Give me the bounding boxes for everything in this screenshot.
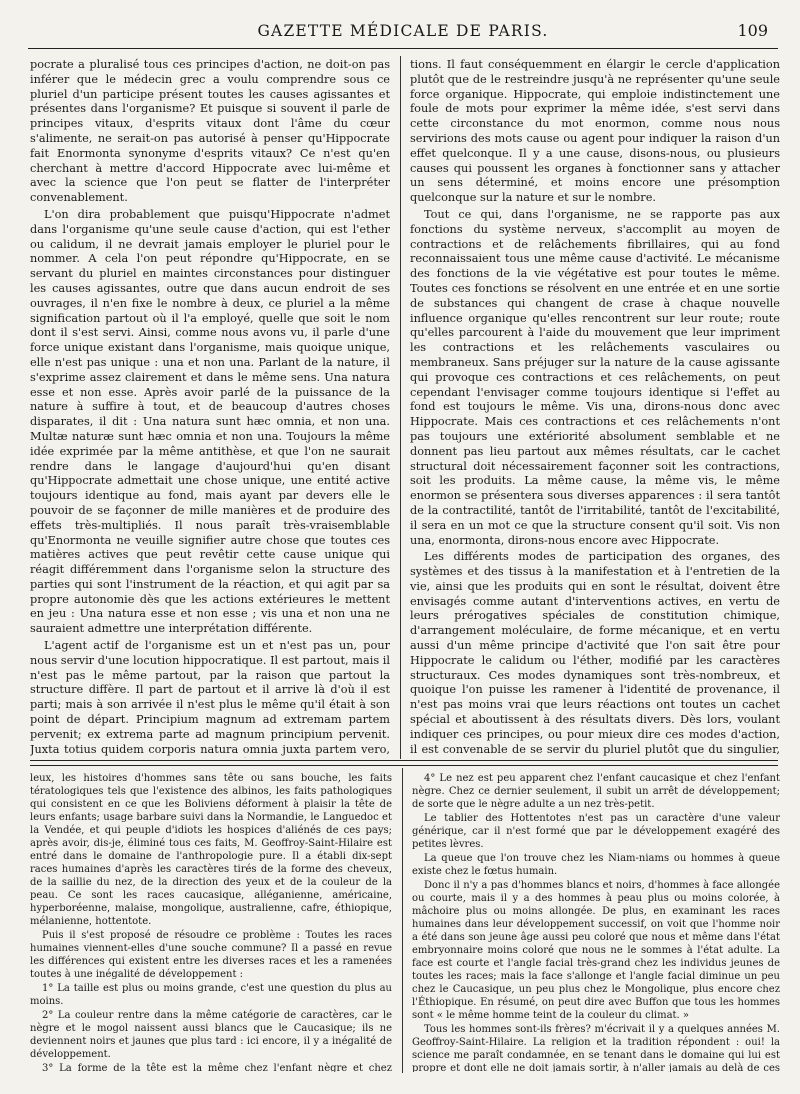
footnote-list-item: 3° La forme de la tête est la même chez l'enfant nègre et chez — [42, 1063, 392, 1072]
main-left-column — [30, 58, 390, 758]
footnote-paragraph: Le tablier des Hottentotes n'est pas un caractère d'une valeur générique, car il n'est formé que par le développement exagéré des petites lèvres. — [412, 813, 780, 850]
footnote-paragraph: Tous les hommes sont-ils frères? m'écrivait il y a quelques années M. Geoffroy-Saint-Hilaire. La religion et la tradition répondent : oui! la science me paraît condamnée, en se tenant dans le domaine qui lui est propre et dont elle ne doit jamais sortir, à n'aller jamais au delà de ces — [412, 1024, 780, 1072]
footnote-divider — [30, 760, 778, 761]
paragraph: Les différents modes de participation des organes, des systèmes et des tissus à la manifestation et à l'entretien de la vie, ainsi que les produits qui en sont le résultat, doivent être envisagés comme autant d'interventions actives, en vertu de leurs prérogatives spéciales de constitution chimique, d'arrangement moléculaire, de forme mécanique, et en vertu aussi d'un même principe d'activité que l'on sait être pour Hippocrate le calidum ou l'éther, modifié par les caractères structuraux. Ces modes dynamiques sont très-nombreux, et quoique l'on puisse les ramener à l'identité de provenance, il n'est pas moins vrai que leurs réactions ont toutes un cachet spécial et aboutissent à des résultats divers. Dès lors, voulant indiquer ces principes, ou pour mieux dire ces modes d'action, il est convenable de se servir du pluriel plutôt que du singulier, — [410, 550, 780, 756]
footnote-paragraph: Donc il n'y a pas d'hommes blancs et noirs, d'hommes à face allongée ou courte, mais il y a des hommes à peau plus ou moins colorée, à mâchoire plus ou moins allongée. De plus, en examinant les races humaines dans leur développement successif, on voit que l'homme noir a été dans son jeune âge aussi peu coloré que nous et même dans l'état embryonnaire moins coloré que nous ne le sommes à l'état adulte. La face est courte et l'angle facial très-grand chez les individus jeunes de toutes les races; mais la face s'allonge et l'angle facial diminue un peu chez le Caucasique, un peu plus chez le Mongolique, plus encore chez l'Éthiopique. En résumé, on peut dire avec Buffon que tous les hommes sont « le même homme teint de la couleur du climat. » — [412, 880, 780, 1021]
footnote-list-item: 1° La taille est plus ou moins grande, c'est une question du plus au moins. — [30, 983, 392, 1007]
footnote-paragraph: leux, les histoires d'hommes sans tête ou sans bouche, les faits tératologiques tels que l'existence des albinos, les faits pathologiques qui consistent en ce que les Boliviens déforment à plaisir la tête de leurs enfants; usage barbare suivi dans la Normandie, le Languedoc et la Vendée, et qui peuple d'idiots les hospices d'aliénés de ces pays; après avoir, dis-je, éliminé tous ces faits, M. Geoffroy-Saint-Hilaire est entré dans le domaine de l'anthropologie pure. Il a établi dix-sept races humaines d'après les caractères tirés de la forme des cheveux, de la saillie du nez, de la direction des yeux et de la couleur de la peau. Ce sont les races caucasique, alléganienne, américaine, hyperboréenne, malaise, mongolique, australienne, cafre, éthiopique, mélanienne, hottentote. — [30, 773, 392, 927]
footnote-paragraph: Puis il s'est proposé de résoudre ce problème : Toutes les races humaines viennent-elles d'une souche commune? Il a passé en revue les différences qui existent entre les diverses races et les a ramenées toutes à une inégalité de développement : — [30, 930, 392, 980]
paragraph: Tout ce qui, dans l'organisme, ne se rapporte pas aux fonctions du système nerveux, s'accomplit au moyen de contractions et de relâchements fibrillaires, qui au fond reconnaissaient tous une même cause d'activité. Le mécanisme des fonctions de la vie végétative est pour toutes le même. Toutes ces fonctions se résolvent en une entrée et en une sortie de substances qui changent de crase à chaque nouvelle influence organique qu'elles rencontrent sur leur route; route qu'elles parcourent à l'aide du mouvement que leur impriment les contractions et les relâchements vasculaires ou membraneux. Sans préjuger sur la nature de la cause agissante qui provoque ces contractions et ces relâchements, on peut cependant l'envisager comme toujours identique si l'effet au fond est toujours le même. Vis una, dirons-nous donc avec Hippocrate. Mais ces contractions et ces relâchements n'ont pas toujours une extériorité absolument semblable et ne donnent pas lieu partout aux mêmes résultats, car le cachet structural doit nécessairement façonner soit les contractions, soit les produits. La même cause, la même vis, le même enormon se présentera sous diverses apparences : il sera tantôt de la contractilité, tantôt de l'irritabilité, tantôt de l'excitabilité, il sera en un mot ce que la structure consent qu'il soit. Vis non una, enormonta, dirons-nous encore avec Hippocrate. — [410, 207, 780, 547]
running-header — [28, 14, 778, 49]
column-divider — [400, 56, 401, 759]
footnote-column-divider — [402, 768, 403, 1073]
page-number: 109 — [737, 21, 768, 40]
footnote-list-item: 4° Le nez est peu apparent chez l'enfant caucasique et chez l'enfant nègre. Chez ce dernier seulement, il subit un arrêt de développement; de sorte que le nègre adulte a un nez très-petit. — [412, 773, 780, 810]
paragraph: L'agent actif de l'organisme est un et n'est pas un, pour nous servir d'une locution hippocratique. Il est partout, mais il n'est pas le même partout, par la raison que partout la structure diffère. Il part de partout et il arrive là d'où il est parti; mais à son arrivée il n'est plus le même qu'il était à son point de départ. Principium magnum ad extremam partem pervenit; ex extrema parte ad magnum principium pervenit. Juxta totius quidem corporis natura omnia juxta partem vero, — [30, 639, 390, 756]
footnote-right-column — [412, 772, 780, 1072]
footnote-list-item: 2° La couleur rentre dans la même catégorie de caractères, car le nègre et le mogol naissent aussi blancs que le Caucasique; ils ne deviennent noirs et jaunes que plus tard : ici encore, il y a inégalité de développement. — [30, 1010, 392, 1060]
paragraph: L'on dira probablement que puisqu'Hippocrate n'admet dans l'organisme qu'une seule cause d'action, qui est l'ether ou calidum, il ne devrait jamais employer le pluriel pour le nommer. A cela l'on peut répondre qu'Hippocrate, en se servant du pluriel en maintes circonstances pour distinguer les causes agissantes, outre que dans aucun endroit de ses ouvrages, il n'en fixe le nombre à deux, ce pluriel a la même signification partout où il l'a employé, quelle que soit le nom dont il s'est servi. Ainsi, comme nous avons vu, il parle d'une force unique existant dans l'organisme, mais quoique unique, elle n'est pas unique : una et non una. Parlant de la nature, il s'exprime assez clairement et dans le même sens. Una natura esse et non esse. Après avoir parlé de la puissance de la nature à suffire à tout, et de beaucoup d'autres choses disparates, il dit : Una natura sunt hæc omnia, et non una. Multæ naturæ sunt hæc omnia et non una. Toujours la même idée exprimée par la même antithèse, et que l'on ne saurait rendre dans le langage d'aujourd'hui qu'en disant qu'Hippocrate admettait une chose unique, une entité active toujours identique au fond, mais ayant par devers elle le pouvoir de se façonner de mille manières et de produire des effets très-multipliés. Il nous paraît très-vraisemblable qu'Enormonta ne veuille signifier autre chose que toutes ces matières actives que peut revêtir cette cause unique qui réagit différemment dans l'organisme selon la structure des parties qui sont l'instrument de la réaction, et qui agit par sa propre autonomie dès que les actions extérieures le mettent en jeu : Una natura esse et non esse ; vis una et non una ne sauraient admettre une interprétation différente. — [30, 207, 390, 636]
paragraph: pocrate a pluralisé tous ces principes d'action, ne doit-on pas inférer que le médecin grec a voulu comprendre sous ce pluriel d'un participe présent toutes les causes agissantes et présentes dans l'organisme? Et puisque si souvent il parle de principes vitaux, d'esprits vitaux dont l'âme du cœur s'alimente, ne serait-on pas autorisé à penser qu'Hippocrate fait Enormonta synonyme d'esprits vitaux? Ce n'est qu'en cherchant à mettre d'accord Hippocrate avec lui-même et avec la science que l'on peut se flatter de l'interpréter convenablement. — [30, 58, 390, 205]
paragraph: tions. Il faut conséquemment en élargir le cercle d'application plutôt que de le restreindre jusqu'à ne représenter qu'une seule force organique. Hippocrate, qui emploie indistinctement une foule de mots pour exprimer la même idée, s'est servi dans cette circonstance du mot enormon, comme nous nous servirions des mots cause ou agent pour indiquer la raison d'un effet quelconque. Il y a une cause, disons-nous, ou plusieurs causes qui poussent les organes à fonctionner sans y attacher un sens déterminé, et moins encore une présomption quelconque sur la nature et sur le nombre. — [410, 58, 780, 205]
footnote-divider-secondary — [30, 765, 778, 766]
main-right-column — [410, 58, 780, 758]
footnote-paragraph: La queue que l'on trouve chez les Niam-niams ou hommes à queue existe chez le fœtus humain. — [412, 853, 780, 877]
journal-title: GAZETTE MÉDICALE DE PARIS. — [257, 22, 549, 40]
footnote-left-column — [30, 772, 392, 1072]
